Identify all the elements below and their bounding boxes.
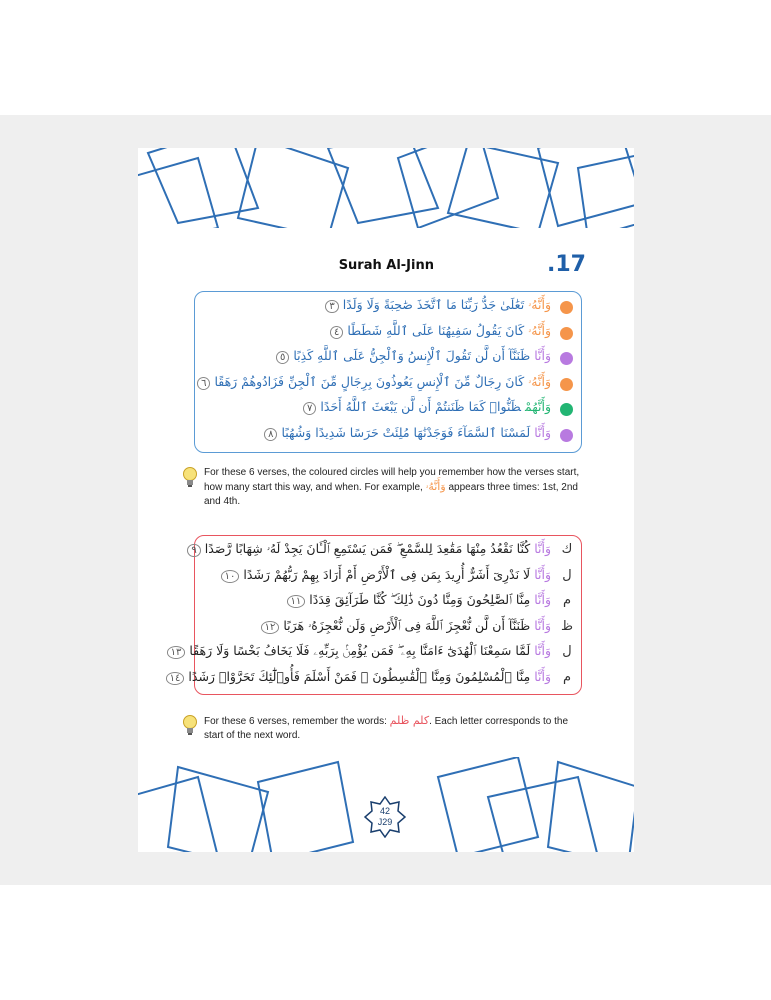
color-circle-icon <box>560 352 573 365</box>
verse-lead-word: وَأَنَّهُۥ <box>528 297 551 312</box>
lightbulb-icon <box>182 466 198 488</box>
verse-number: ٥ <box>276 351 289 364</box>
verse-number: ٦ <box>197 377 210 390</box>
footer-juz: J29 <box>377 817 393 827</box>
verse-lead-word: وَأَنَّا <box>534 643 551 658</box>
page-title: Surah Al-Jinn <box>338 258 434 273</box>
verse-row <box>195 591 581 617</box>
verse-lead-word: وَأَنَّا <box>534 617 551 633</box>
verse-text <box>197 374 551 390</box>
verse-number: ١٢ <box>261 621 280 634</box>
verse-text <box>167 643 551 659</box>
book-page <box>138 148 634 852</box>
verse-lead-word: وَأَنَّا <box>534 541 551 556</box>
verse-body: كُنَّا نَقْعُدُ مِنْهَا مَقَٰعِدَ لِلسَّمْعِ ۖ فَمَن يَسْتَمِعِ ٱلْـَٔانَ يَجِدْ لَهُۥ شِهَابًا رَّصَدًا <box>204 541 531 556</box>
verse-text <box>276 348 551 363</box>
verse-number: ٩ <box>187 544 200 557</box>
verse-body: لَمَّا سَمِعْنَا ٱلْهُدَىٰٓ ءَامَنَّا بِهِۦ ۖ فَمَن يُؤْمِنۢ بِرَبِّهِۦ فَلَا يَخَافُ بَخْسًا وَلَا رَهَقًا <box>189 643 531 658</box>
verse-lead-word: وَأَنَّا <box>534 348 551 363</box>
verse-text <box>264 425 551 440</box>
verse-text <box>221 567 551 582</box>
note1-text-before: For these 6 verses, the coloured circles will help you remember how the verses start, how many start this way, and when. For example, <box>204 467 580 493</box>
title-row <box>138 252 634 284</box>
color-circle-icon <box>560 378 573 391</box>
verse-body: لَا نَدْرِىٓ أَشَرٌّ أُرِيدَ بِمَن فِى ٱلْأَرْضِ أَمْ أَرَادَ بِهِمْ رَبُّهُمْ رَشَدًا <box>243 566 531 582</box>
verse-number: ١٠ <box>221 570 240 583</box>
verse-text <box>287 592 551 608</box>
verse-number: ٣ <box>325 300 338 313</box>
mnemonic-letter: م <box>562 593 572 608</box>
verse-number: ١٣ <box>167 646 186 659</box>
lightbulb-icon <box>182 714 198 736</box>
note1-text <box>204 466 582 509</box>
verses-box-colored <box>194 291 582 453</box>
verse-lead-word: وَأَنَّا <box>534 668 551 684</box>
verse-text <box>330 323 551 339</box>
verse-lead-word: وَأَنَّهُمْ <box>525 399 551 414</box>
color-circle-icon <box>560 301 573 314</box>
verse-row <box>169 668 581 694</box>
verse-body: لَمَسْنَا ٱلسَّمَآءَ فَوَجَدْنَٰهَا مُلِئَتْ حَرَسًا شَدِيدًا وَشُهُبًا <box>281 424 531 440</box>
color-circle-icon <box>560 327 573 340</box>
verse-body: كَانَ يَقُولُ سَفِيهُنَا عَلَى ٱللَّهِ شَطَطًا <box>347 322 525 338</box>
note2-arabic: كلم ظلم <box>389 714 430 727</box>
verse-row <box>195 424 581 450</box>
verse-text <box>325 297 551 313</box>
note2-text-before: For these 6 verses, remember the words: <box>204 716 387 727</box>
verse-row <box>195 566 581 592</box>
verse-number: ٧ <box>303 402 316 415</box>
mnemonic-letter: ظ <box>560 618 574 634</box>
verse-lead-word: وَأَنَّا <box>534 566 551 582</box>
verse-lead-word: وَأَنَّا <box>534 424 551 440</box>
verse-body: ظَنَنَّآ أَن لَّن تَقُولَ ٱلْإِنسُ وَٱلْجِنُّ عَلَى ٱللَّهِ كَذِبًا <box>293 348 531 363</box>
verse-number: ٤ <box>330 326 343 339</box>
section-number: .17 <box>547 252 586 277</box>
verse-row <box>195 322 581 348</box>
verse-row <box>195 617 581 643</box>
verse-body: مِنَّا ٱلصَّٰلِحُونَ وَمِنَّا دُونَ ذَٰلِكَ ۖ كُنَّا طَرَآئِقَ قِدَدًا <box>309 592 531 607</box>
verse-number: ١١ <box>287 595 306 608</box>
verse-body: كَانَ رِجَالٌ مِّنَ ٱلْإِنسِ يَعُوذُونَ بِرِجَالٍ مِّنَ ٱلْجِنِّ فَزَادُوهُمْ رَهَقًا <box>214 373 525 389</box>
verse-row <box>195 296 581 322</box>
footer-page-number: 42 <box>379 806 390 816</box>
verse-lead-word: وَأَنَّهُۥ <box>528 322 551 338</box>
verse-body: ظَنَنَّآ أَن لَّن نُّعْجِزَ ٱللَّهَ فِى ٱلْأَرْضِ وَلَن نُّعْجِزَهُۥ هَرَبًا <box>283 617 531 633</box>
decorative-top-pattern <box>138 148 634 228</box>
verse-lead-word: وَأَنَّهُۥ <box>528 373 551 389</box>
verse-row <box>195 398 581 424</box>
verse-row <box>195 347 581 373</box>
mnemonic-letter: ل <box>562 567 572 583</box>
color-circle-icon <box>560 403 573 416</box>
note2-text <box>204 714 582 743</box>
note2-text-after: . Each letter corresponds to the start of the next word. <box>204 716 569 741</box>
note1-arabic: وَأَنَّهُۥ <box>425 480 446 493</box>
verse-text <box>261 618 551 634</box>
verse-text <box>187 541 551 557</box>
verse-body: مِنَّا ٱلْمُسْلِمُونَ وَمِنَّا ٱلْقَٰسِطُونَ ۖ فَمَنْ أَسْلَمَ فَأُو۟لَٰٓئِكَ تَحَرَّوْا۟ رَشَدًا <box>188 668 531 684</box>
verse-row <box>195 373 581 399</box>
verse-body: تَعَٰلَىٰ جَدُّ رَبِّنَا مَا ٱتَّخَذَ صَٰحِبَةً وَلَا وَلَدًا <box>342 297 525 312</box>
color-circle-icon <box>560 429 573 442</box>
verses-box-letters <box>169 535 582 695</box>
mnemonic-letter: ك <box>561 542 573 557</box>
verse-number: ٨ <box>264 428 277 441</box>
verse-row <box>191 540 581 566</box>
verse-text <box>166 669 551 684</box>
verse-text <box>303 399 551 414</box>
verse-row <box>170 642 581 668</box>
mnemonic-letter: م <box>562 669 572 685</box>
note1-text-after: appears three times: 1st, 2nd and 4th. <box>204 482 578 507</box>
mnemonic-letter: ل <box>562 644 572 659</box>
verse-body: ظَنُّوا۟ كَمَا ظَنَنتُمْ أَن لَّن يَبْعَثَ ٱللَّهُ أَحَدًا <box>320 399 522 414</box>
verse-lead-word: وَأَنَّا <box>534 592 551 607</box>
verse-number: ١٤ <box>166 672 185 685</box>
